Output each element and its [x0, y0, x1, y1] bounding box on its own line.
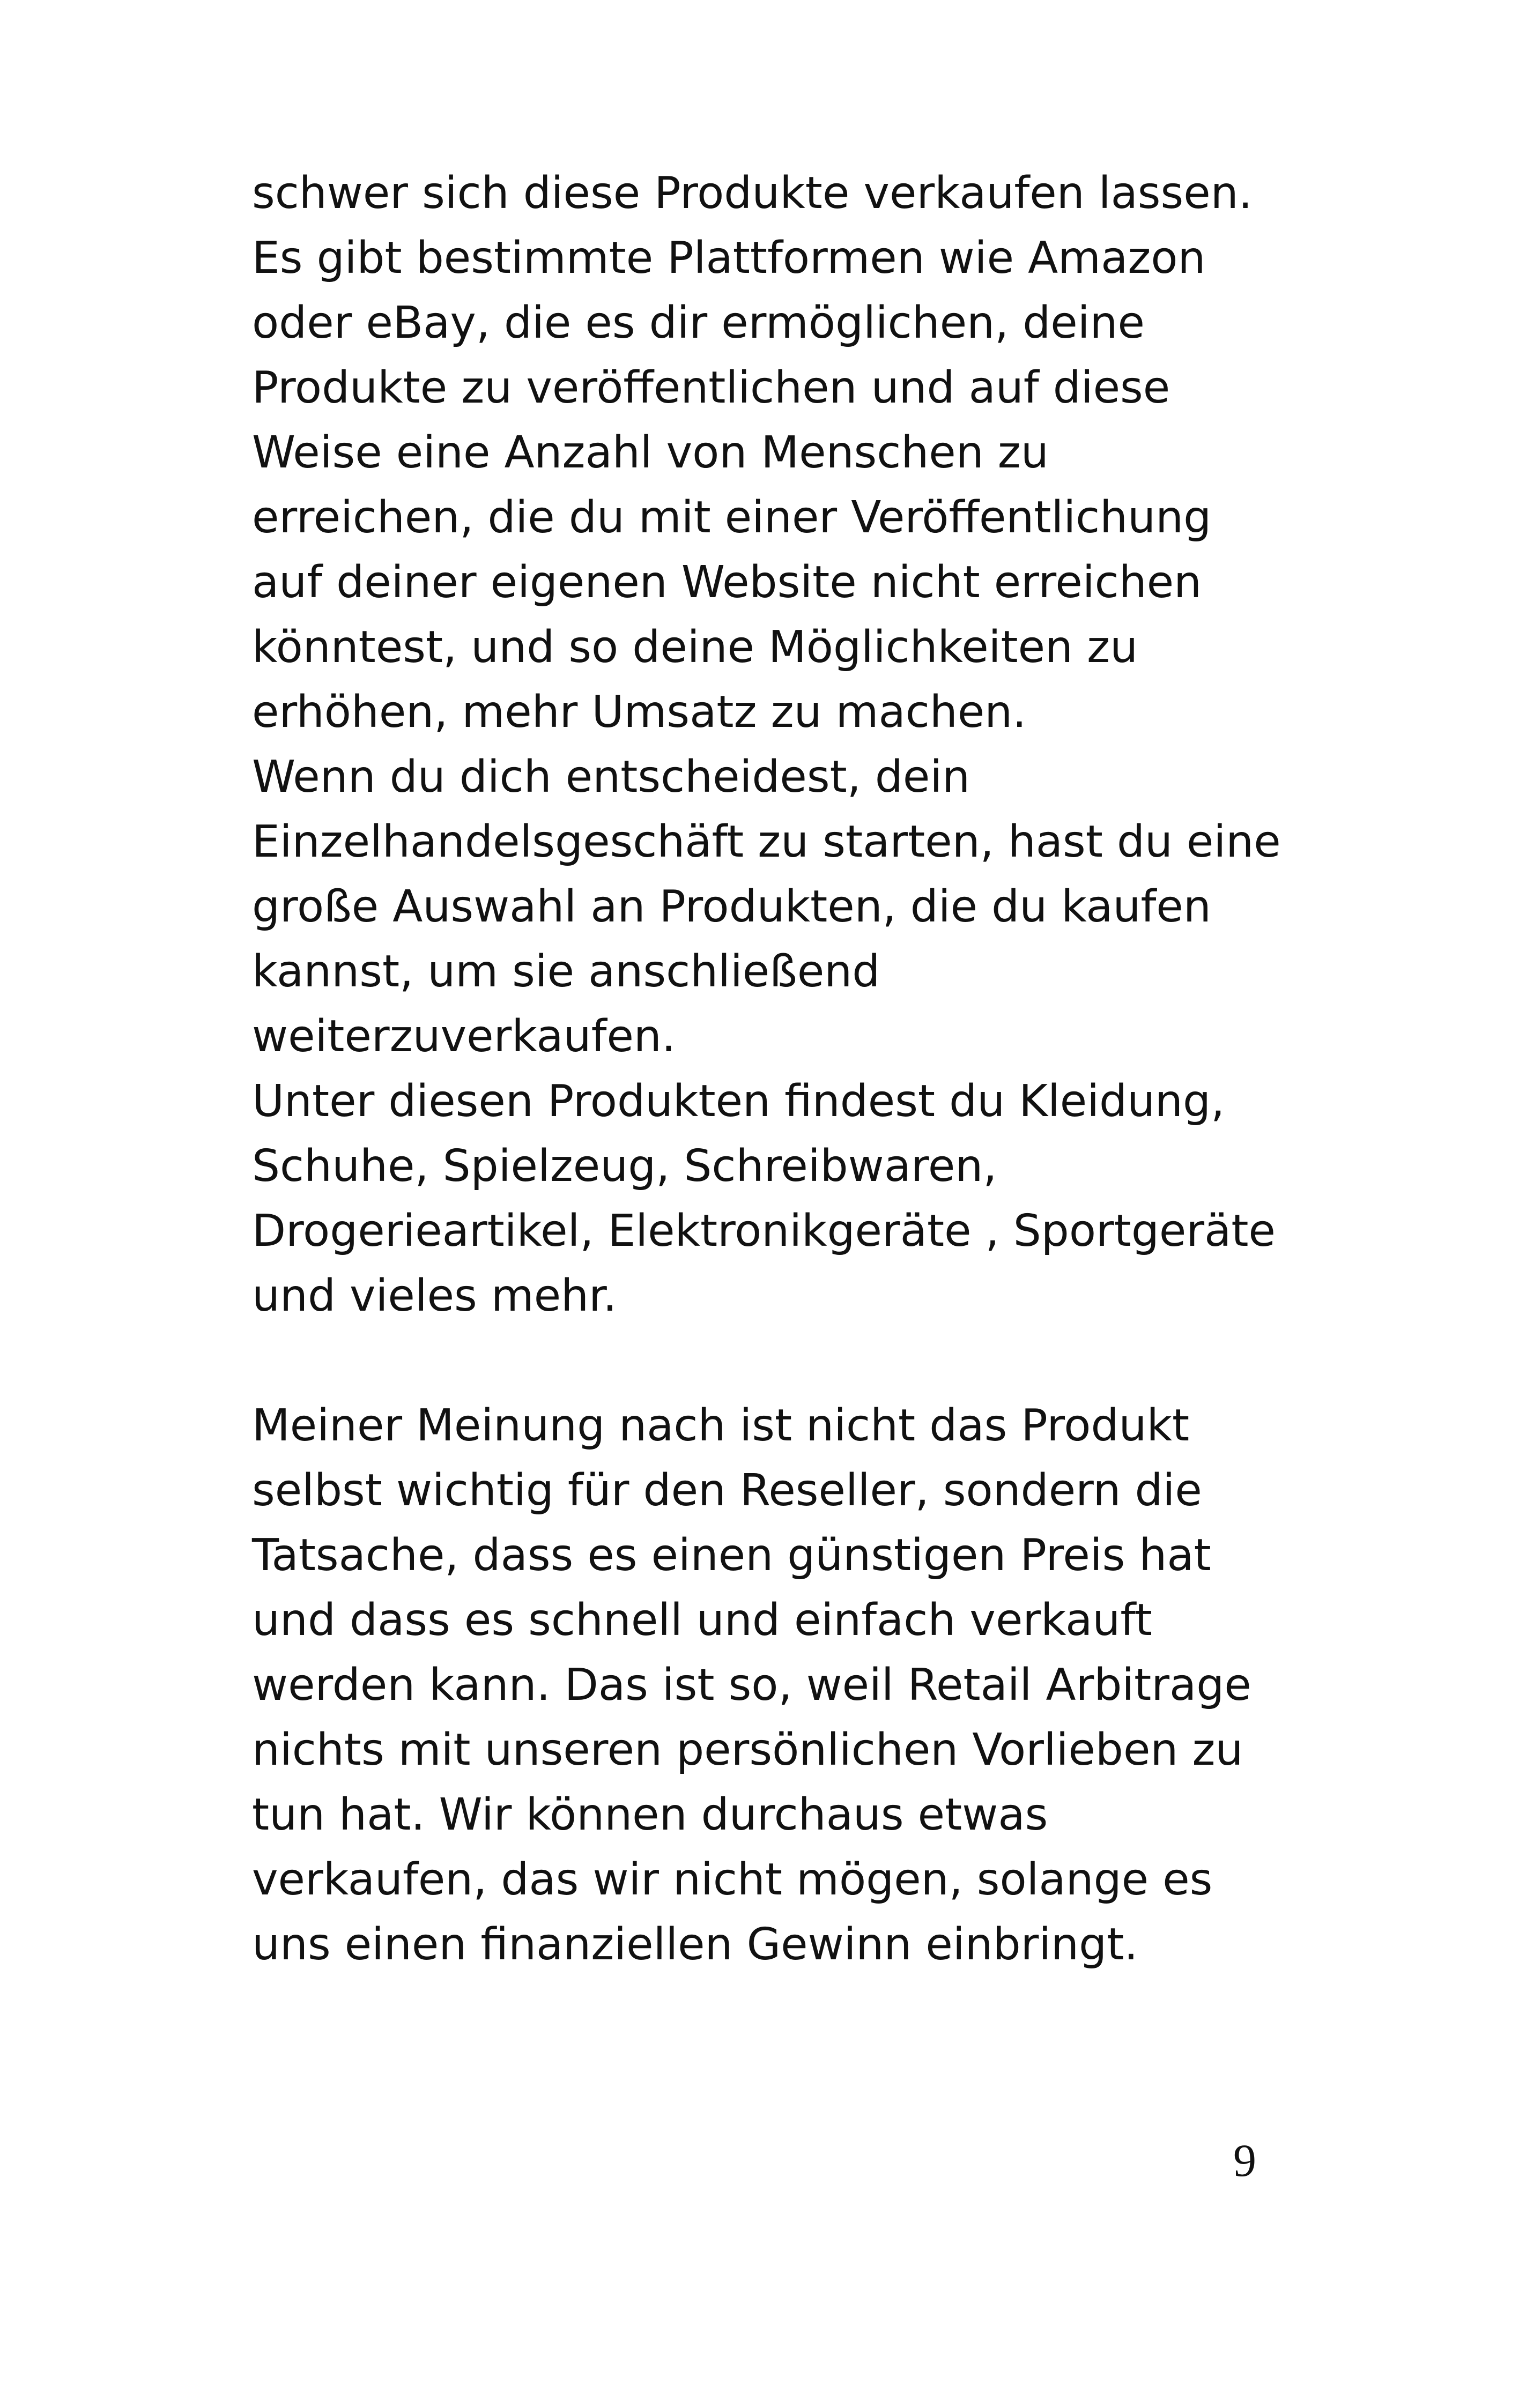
text-line: tun hat. Wir können durchaus etwas	[252, 1789, 1048, 1840]
paragraph	[252, 1393, 1271, 1977]
text-line: Unter diesen Produkten findest du Kleidung,	[252, 1076, 1225, 1127]
text-line: und dass es schnell und einfach verkauft	[252, 1595, 1152, 1646]
page-number: 9	[1233, 2135, 1256, 2186]
text-line: verkaufen, das wir nicht mögen, solange es	[252, 1854, 1213, 1905]
text-line: erreichen, die du mit einer Veröffentlichung	[252, 492, 1212, 543]
text-line: werden kann. Das ist so, weil Retail Arbitrage	[252, 1660, 1251, 1711]
body-text	[252, 161, 1281, 1977]
text-line: nichts mit unseren persönlichen Vorlieben zu	[252, 1725, 1243, 1775]
text-line: kannst, um sie anschließend	[252, 946, 880, 997]
text-line: weiterzuverkaufen.	[252, 1011, 676, 1062]
text-line: selbst wichtig für den Reseller, sondern die	[252, 1465, 1202, 1516]
text-line: Es gibt bestimmte Plattformen wie Amazon	[252, 233, 1206, 284]
paragraph	[252, 161, 1271, 745]
text-line: auf deiner eigenen Website nicht erreichen	[252, 557, 1202, 608]
text-line: erhöhen, mehr Umsatz zu machen.	[252, 687, 1027, 738]
paragraph	[252, 745, 1281, 1069]
text-line: Meiner Meinung nach ist nicht das Produkt	[252, 1400, 1190, 1451]
text-line: Einzelhandelsgeschäft zu starten, hast du eine	[252, 816, 1281, 867]
text-line: Weise eine Anzahl von Menschen zu	[252, 427, 1049, 478]
text-line: Wenn du dich entscheidest, dein	[252, 752, 970, 802]
paragraph	[252, 1069, 1276, 1328]
text-line: uns einen finanziellen Gewinn einbringt.	[252, 1919, 1138, 1970]
paragraph-spacer	[252, 1328, 1271, 1393]
text-line: Schuhe, Spielzeug, Schreibwaren,	[252, 1141, 997, 1192]
text-line: Drogerieartikel, Elektronikgeräte , Sportgeräte	[252, 1206, 1276, 1257]
text-line: Tatsache, dass es einen günstigen Preis hat	[252, 1530, 1211, 1581]
text-line: große Auswahl an Produkten, die du kaufen	[252, 881, 1211, 932]
text-line: schwer sich diese Produkte verkaufen lassen.	[252, 168, 1253, 219]
text-line: und vieles mehr.	[252, 1270, 617, 1321]
text-line: Produkte zu veröffentlichen und auf diese	[252, 362, 1170, 413]
text-line: könntest, und so deine Möglichkeiten zu	[252, 622, 1138, 673]
text-line: oder eBay, die es dir ermöglichen, deine	[252, 298, 1145, 348]
